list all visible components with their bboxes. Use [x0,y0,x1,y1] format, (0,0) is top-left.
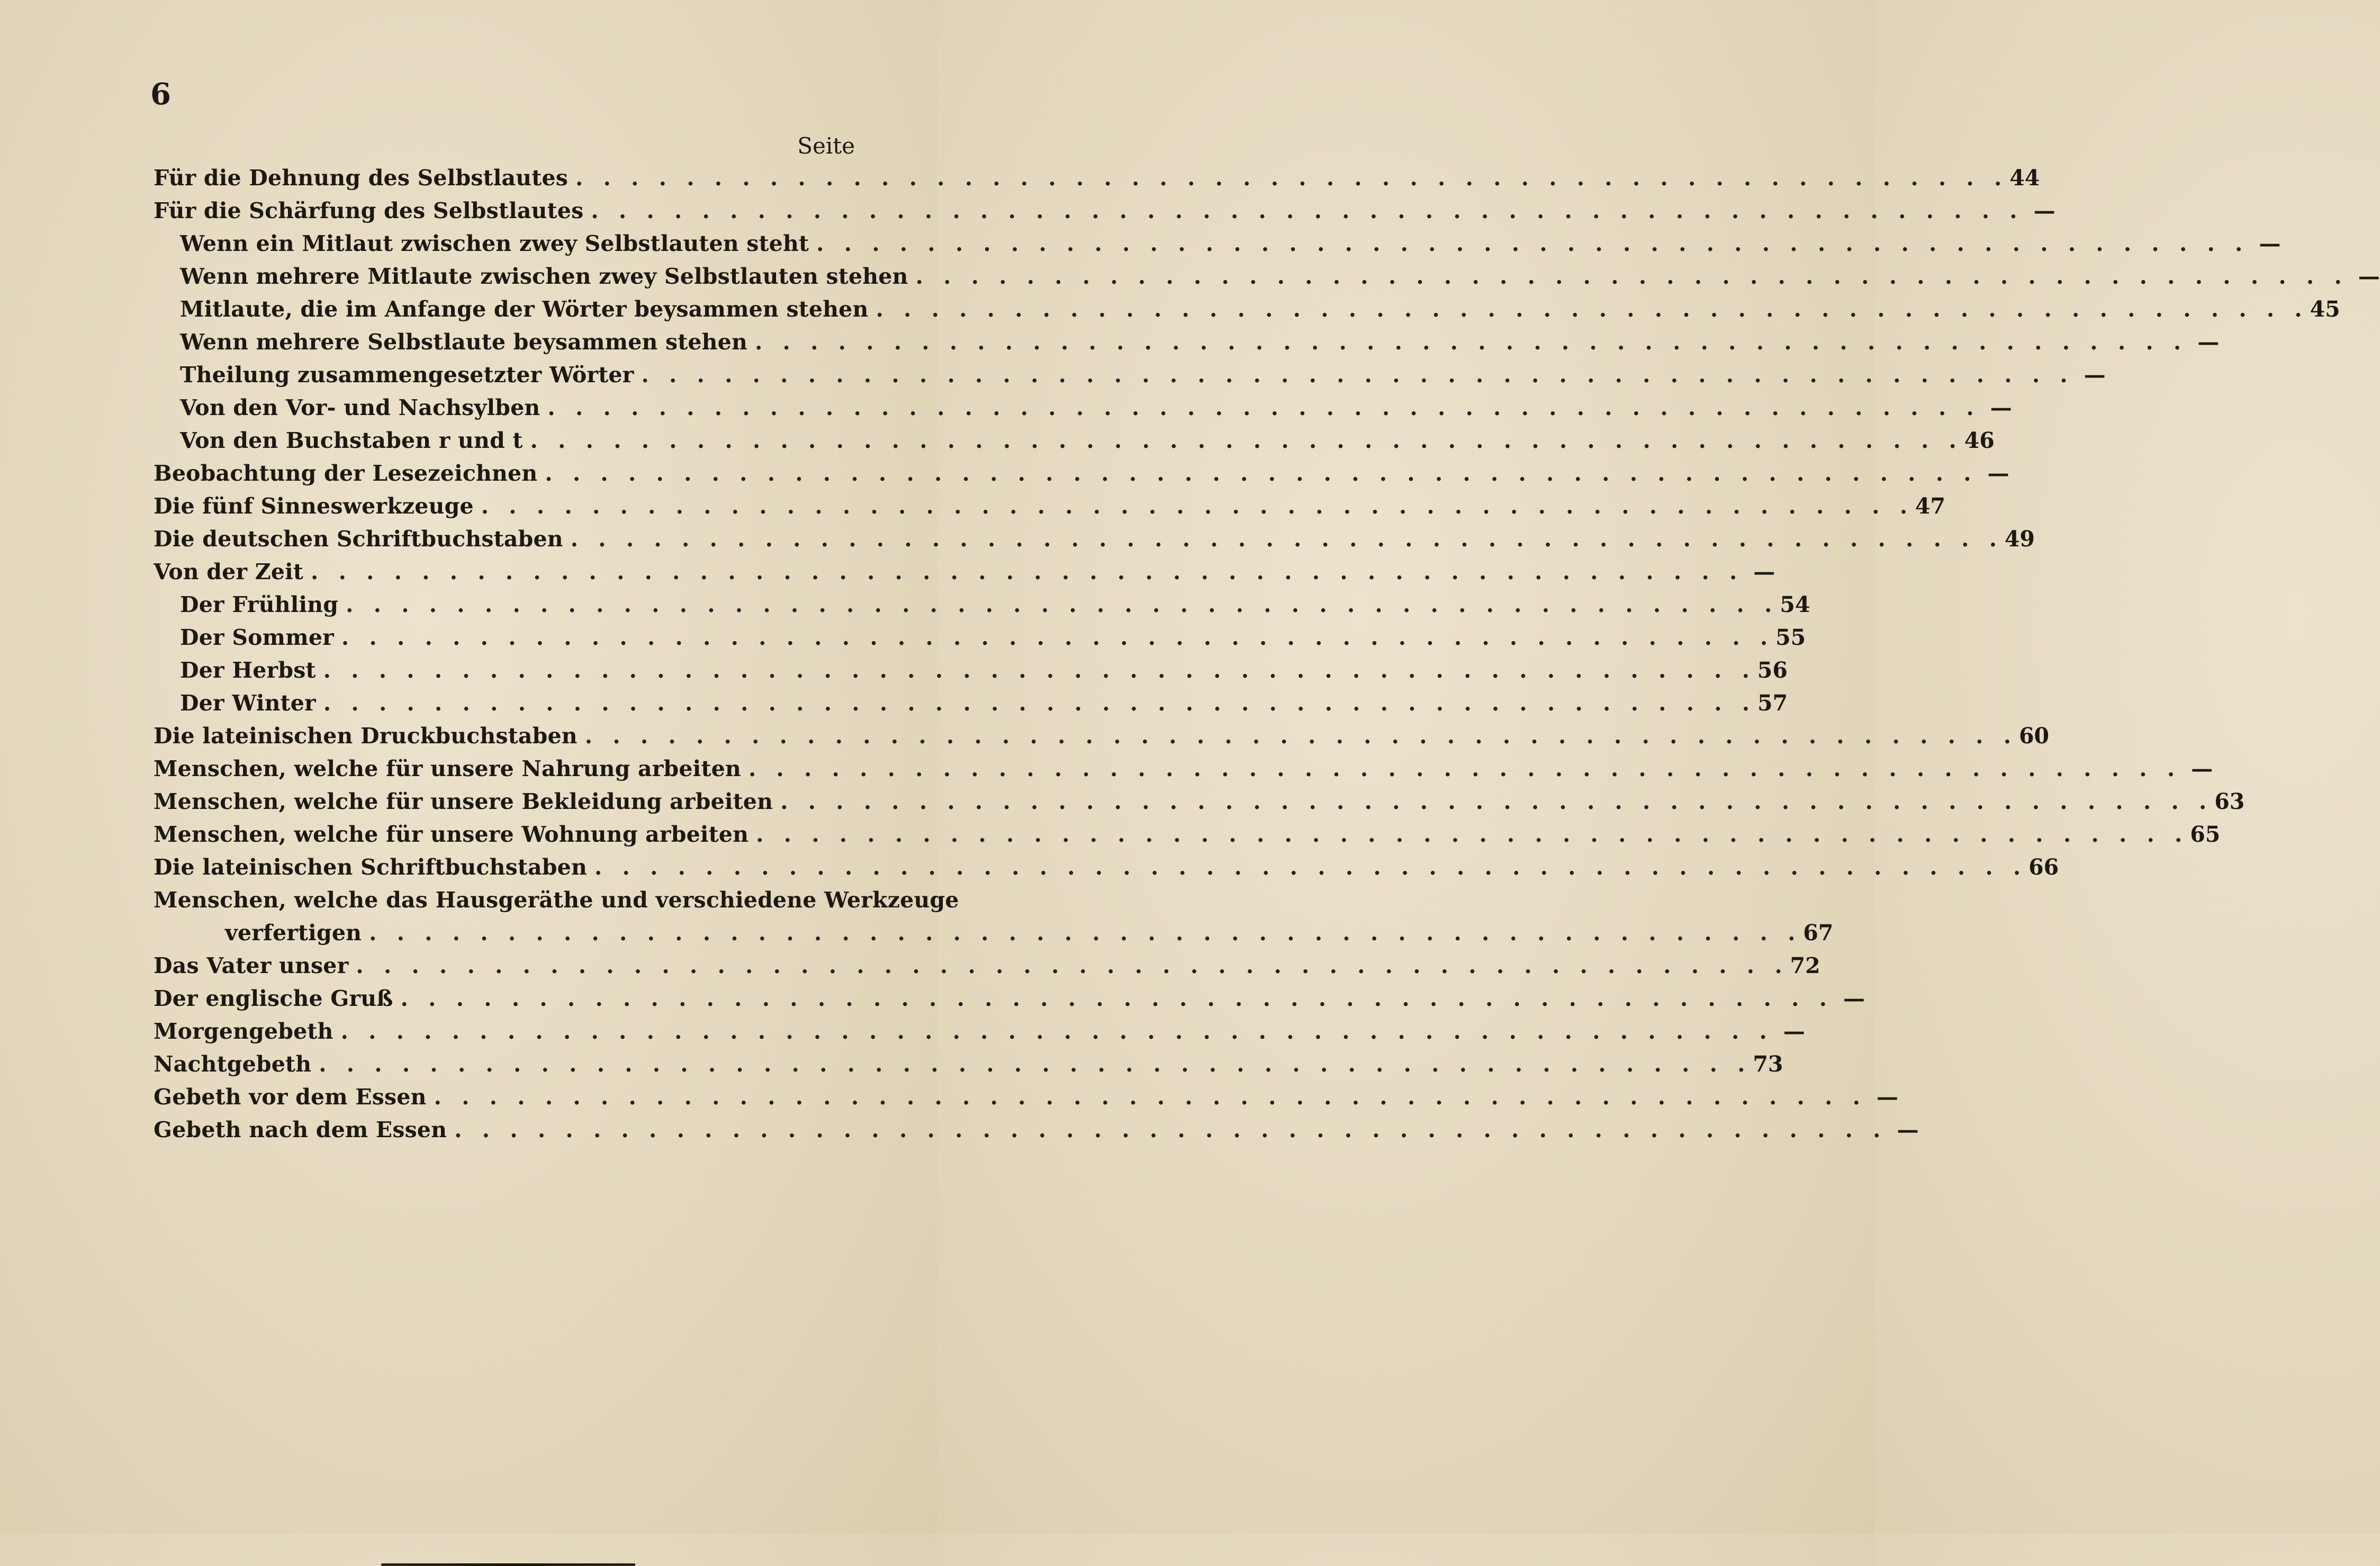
toc-entry-title: Beobachtung der Lesezeichnen [154,461,538,486]
toc-dot-leader [338,588,1778,621]
toc-dot-leader [447,1113,1887,1146]
toc-entry-title: Der englische Gruß [154,986,393,1011]
toc-entry-page: — [2033,198,2056,223]
toc-dot-leader [908,260,2348,293]
toc-dot-leader [634,358,2074,391]
toc-dot-leader [334,621,1774,654]
toc-entry-title: Menschen, welche für unsere Bekleidung arbeiten [154,789,773,814]
toc-entry [154,227,2281,260]
toc-entry-page: 49 [2004,526,2035,552]
toc-entry-title: Für die Schärfung des Selbstlautes [154,198,584,223]
toc-entry-title: Die lateinischen Druckbuchstaben [154,723,578,749]
toc-entry [154,194,2056,227]
toc-dot-leader [316,654,1756,687]
toc-entry-title: verfertigen [225,920,362,946]
toc-entry-page: 72 [1790,953,1820,978]
seite-column-label: Seite [797,133,855,159]
toc-dot-leader [303,555,1743,588]
toc-entry [154,1113,1919,1146]
toc-entry [154,1081,1898,1113]
toc-entry-title: Gebeth vor dem Essen [154,1084,427,1110]
toc-entry-page: 46 [1964,428,1995,453]
toc-entry [154,621,1806,654]
toc-entry-title: Der Herbst [180,658,316,683]
toc-entry-page: 54 [1780,592,1810,617]
toc-entry [154,719,2049,752]
toc-entry [154,752,2213,785]
toc-dot-leader [568,161,2008,194]
toc-dot-leader [583,194,2023,227]
toc-entry [154,260,2380,293]
toc-dot-leader [316,687,1756,719]
toc-dot-leader [427,1081,1867,1113]
toc-entry [154,588,1810,621]
toc-entry [154,424,1995,457]
toc-entry-page: — [2259,231,2281,256]
toc-entry-title: Menschen, welche das Hausgeräthe und verschiedene Werkzeuge [154,887,959,913]
toc-entry [154,490,1945,523]
toc-entry [154,949,1820,982]
toc-entry-title: Wenn mehrere Selbstlaute beysammen stehen [180,329,747,355]
toc-entry [154,391,2012,424]
toc-entry-page: 66 [2029,854,2059,880]
toc-dot-leader [348,949,1788,982]
toc-dot-leader [578,719,2017,752]
toc-entry-page: — [2358,264,2380,289]
toc-dot-leader [563,523,2003,555]
toc-dot-leader [362,916,1801,949]
toc-entry [154,358,2106,391]
toc-entry-page: — [1897,1117,1919,1142]
toc-entry-title: Der Sommer [180,625,334,650]
toc-entry-title: Die lateinischen Schriftbuchstaben [154,854,587,880]
toc-dot-leader [393,982,1833,1015]
toc-entry-title: Morgengebeth [154,1019,333,1044]
toc-entry [154,818,2221,851]
toc-dot-leader [311,1048,1751,1081]
toc-dot-leader [868,293,2308,326]
toc-entry [154,293,2340,326]
toc-entry-title: Für die Dehnung des Selbstlautes [154,165,569,191]
toc-dot-leader [474,490,1914,523]
toc-entry-page: 73 [1753,1051,1783,1077]
toc-entry [154,457,2009,490]
toc-entry [154,161,2040,194]
toc-entry [154,916,1834,949]
toc-entry-title: Von den Vor- und Nachsylben [180,395,540,420]
toc-entry [154,687,1788,719]
toc-dot-leader [333,1015,1773,1048]
toc-dot-leader [540,391,1980,424]
toc-dot-leader [587,851,2027,884]
toc-entry-page: — [1990,395,2012,420]
toc-entry-page: 67 [1803,920,1834,946]
toc-entry [154,884,959,916]
toc-entry-page: 63 [2214,789,2245,814]
toc-entry-title: Die deutschen Schriftbuchstaben [154,526,563,552]
toc-entry [154,1048,1783,1081]
toc-entry [154,523,2035,555]
toc-entry-page: 44 [2009,165,2040,191]
toc-entry-title: Wenn ein Mitlaut zwischen zwey Selbstlauten steht [180,231,809,256]
toc-entry [154,326,2220,358]
toc-entry-title: Menschen, welche für unsere Nahrung arbeiten [154,756,741,781]
toc-entry-page: 57 [1757,690,1788,716]
toc-entry [154,785,2245,818]
toc-entry [154,555,1775,588]
toc-entry-title: Wenn mehrere Mitlaute zwischen zwey Selbstlauten stehen [180,264,908,289]
toc-dot-leader [747,326,2187,358]
toc-entry-title: Der Winter [180,690,316,716]
toc-entry-page: 65 [2190,822,2221,847]
toc-entry-page: 45 [2310,296,2340,322]
toc-entry-page: 47 [1915,493,1945,519]
toc-dot-leader [749,818,2188,851]
toc-entry-page: 56 [1757,658,1788,683]
toc-entry-title: Theilung zusammengesetzter Wörter [180,362,634,388]
toc-entry-title: Der Frühling [180,592,339,617]
toc-entry-title: Das Vater unser [154,953,349,978]
toc-entry-page: — [1783,1019,1805,1044]
toc-entry [154,654,1788,687]
toc-entry-page: 60 [2018,723,2049,749]
toc-dot-leader [809,227,2249,260]
toc-entry-title: Nachtgebeth [154,1051,312,1077]
toc-dot-leader [741,752,2181,785]
toc-entry-page: — [1876,1084,1898,1110]
toc-entry-title: Menschen, welche für unsere Wohnung arbeiten [154,822,749,847]
toc-entry-title: Von den Buchstaben r und t [180,428,523,453]
toc-entry-page: — [1753,559,1775,584]
toc-entry-page: — [2084,362,2106,388]
end-rule [381,1563,635,1566]
toc-dot-leader [773,785,2213,818]
toc-entry-title: Gebeth nach dem Essen [154,1117,447,1142]
toc-entry-page: — [2191,756,2213,781]
toc-entry [154,1015,1805,1048]
toc-entry-title: Mitlaute, die im Anfange der Wörter beysammen stehen [180,296,869,322]
table-of-contents [154,161,2380,1146]
toc-entry-title: Die fünf Sinneswerkzeuge [154,493,474,519]
toc-dot-leader [537,457,1977,490]
toc-entry-title: Von der Zeit [154,559,304,584]
page-number: 6 [150,77,171,112]
toc-entry-page: — [2197,329,2220,355]
toc-entry [154,982,1865,1015]
toc-entry-page: — [1987,461,2009,486]
toc-entry-page: — [1843,986,1865,1011]
toc-dot-leader [523,424,1963,457]
toc-entry-page: 55 [1775,625,1806,650]
toc-entry [154,851,2059,884]
